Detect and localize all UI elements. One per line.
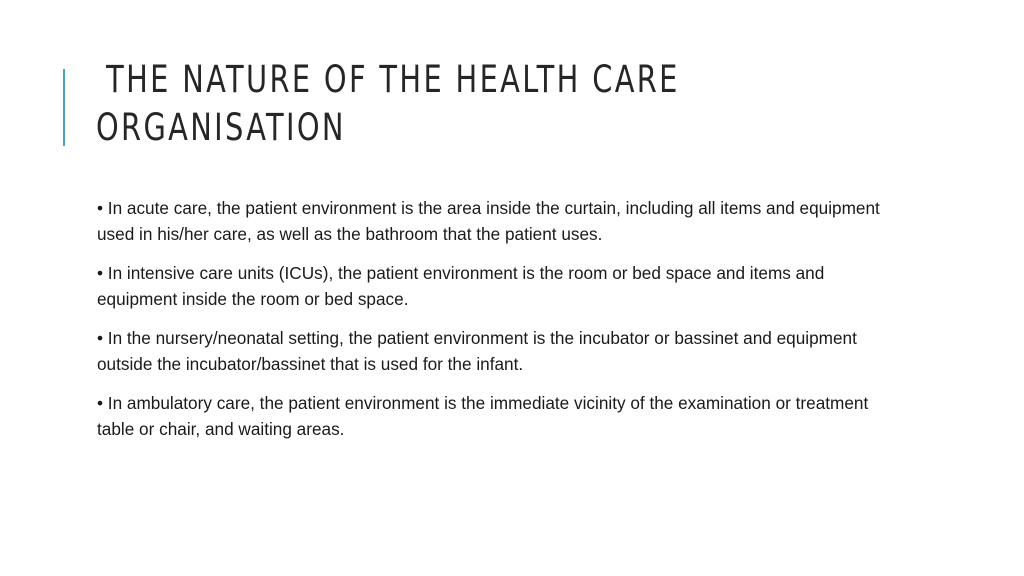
bullet-acute-care: • In acute care, the patient environment is the area inside the curtain, including all items and equipment used in his/her care, as well as the bathroom that the patient uses. bbox=[97, 198, 880, 244]
title-accent-bar bbox=[63, 69, 65, 146]
slide-body bbox=[97, 196, 897, 456]
bullet-nursery-neonatal: • In the nursery/neonatal setting, the patient environment is the incubator or bassinet and equipment outside the incubator/bassinet that is used for the infant. bbox=[97, 328, 857, 374]
bullet-icu: • In intensive care units (ICUs), the patient environment is the room or bed space and items and equipment inside the room or bed space. bbox=[97, 263, 825, 309]
bullet-ambulatory-care: • In ambulatory care, the patient environment is the immediate vicinity of the examination or treatment table or chair, and waiting areas. bbox=[97, 393, 869, 439]
slide-title-line-2: ORGANISATION bbox=[96, 106, 346, 149]
slide-title bbox=[96, 56, 720, 152]
slide-title-line-1: THE NATURE OF THE HEALTH CARE bbox=[106, 58, 680, 101]
